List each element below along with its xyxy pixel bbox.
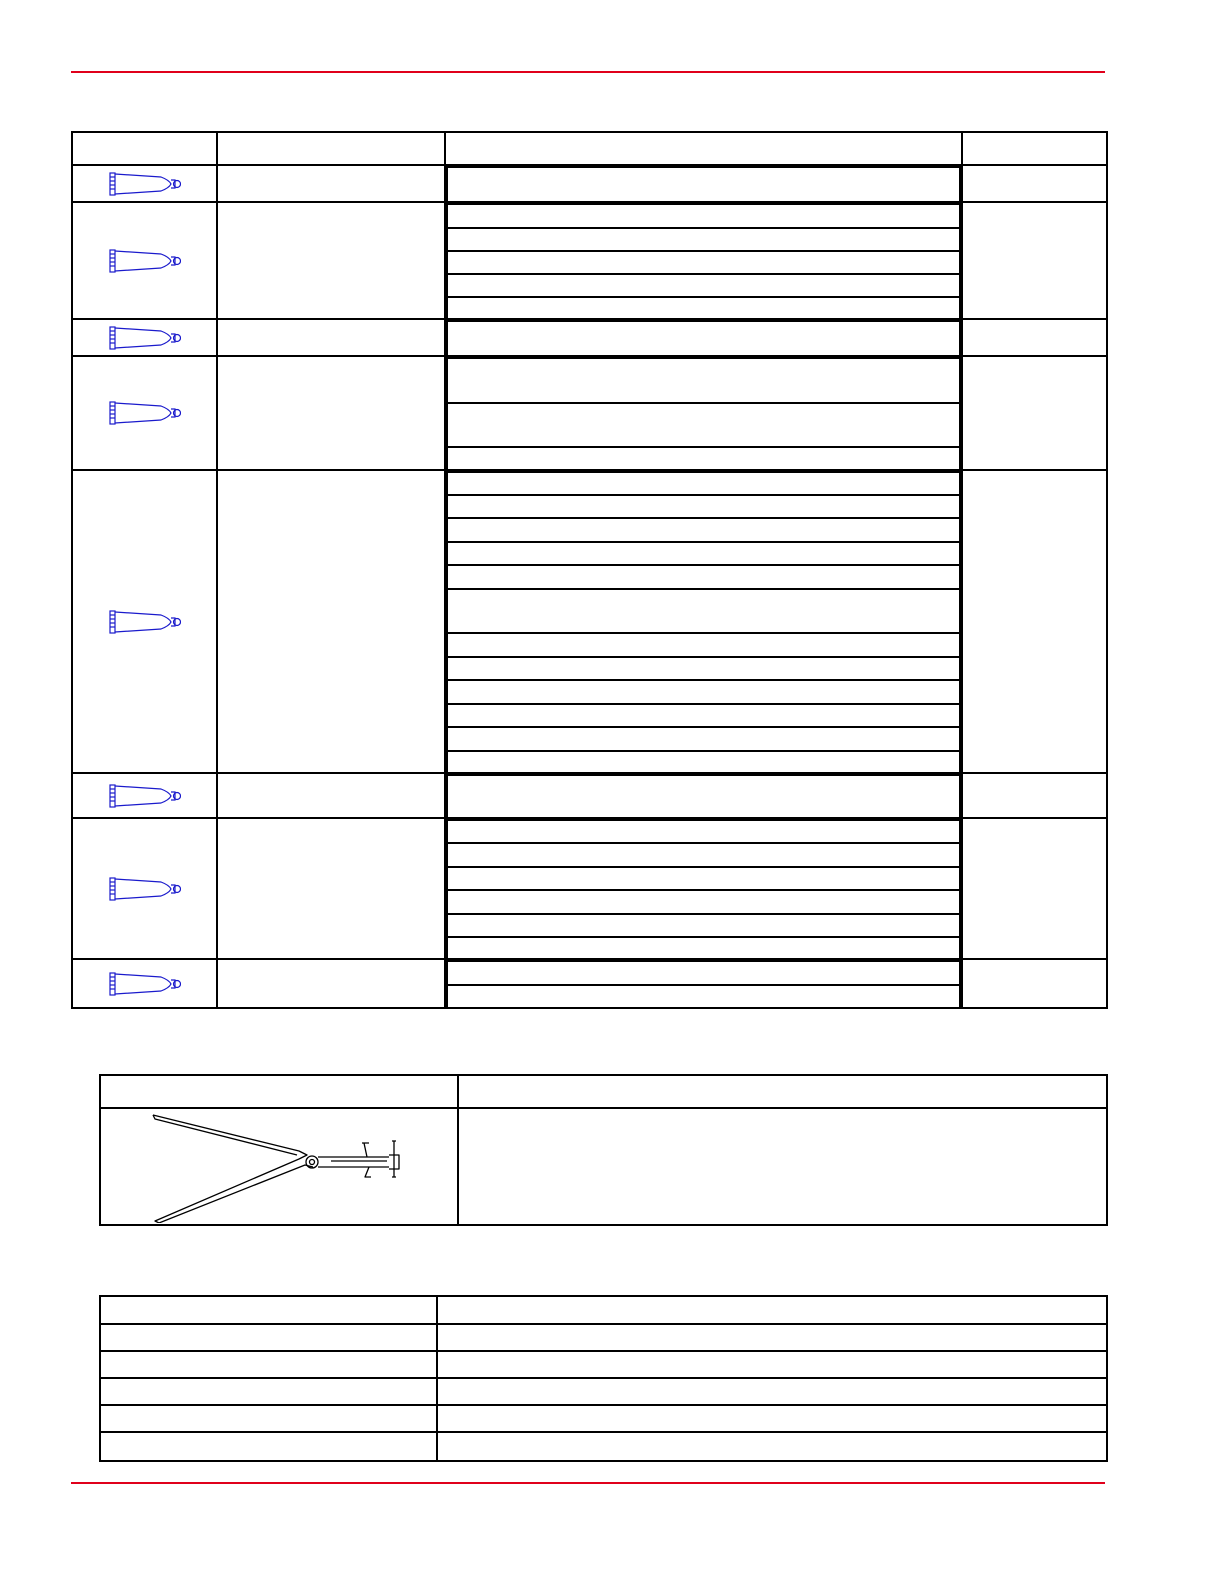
product-cell — [217, 165, 445, 202]
spec-value-cell — [437, 1405, 1107, 1432]
header-cell — [962, 132, 1107, 165]
table-row — [72, 165, 1107, 202]
header-cell — [217, 132, 445, 165]
special-tools-table — [99, 1074, 1108, 1226]
header-cell — [100, 1296, 437, 1324]
spec-value-cell — [437, 1378, 1107, 1405]
part-number-cell — [962, 959, 1107, 1008]
application-row — [447, 589, 960, 633]
table-row — [72, 202, 1107, 319]
header-cell — [445, 132, 962, 165]
application-row — [447, 890, 960, 914]
header-cell — [100, 1075, 458, 1108]
application-row — [447, 274, 960, 297]
application-row — [447, 297, 960, 318]
applications-cell — [445, 202, 962, 319]
part-number-cell — [962, 470, 1107, 773]
product-cell — [217, 319, 445, 356]
application-row — [447, 727, 960, 751]
tube-icon — [72, 773, 217, 818]
product-cell — [217, 202, 445, 319]
part-number-cell — [962, 818, 1107, 959]
tube-icon — [72, 470, 217, 773]
application-row — [447, 518, 960, 542]
applications-cell — [445, 818, 962, 959]
part-number-cell — [962, 165, 1107, 202]
spec-value-cell — [437, 1351, 1107, 1378]
tube-icon — [72, 818, 217, 959]
applications-cell — [445, 470, 962, 773]
table-row — [100, 1378, 1107, 1405]
part-number-cell — [962, 773, 1107, 818]
product-cell — [217, 470, 445, 773]
applications-cell — [445, 165, 962, 202]
footer-rule — [71, 1482, 1105, 1484]
application-row — [447, 751, 960, 772]
spec-label-cell — [100, 1378, 437, 1405]
table-row — [72, 818, 1107, 959]
application-row — [447, 542, 960, 565]
application-row — [447, 228, 960, 251]
application-row — [447, 403, 960, 447]
header-cell — [72, 132, 217, 165]
application-row — [447, 657, 960, 680]
pliers-icon — [100, 1108, 458, 1225]
spec-value-cell — [437, 1324, 1107, 1351]
application-row — [447, 961, 960, 985]
tube-icon — [72, 165, 217, 202]
applications-cell — [445, 319, 962, 356]
application-row — [447, 843, 960, 867]
lubricant-table-header — [72, 132, 1107, 165]
application-row — [447, 472, 960, 495]
application-row — [447, 167, 960, 201]
application-row — [447, 704, 960, 727]
table-row — [72, 319, 1107, 356]
product-cell — [217, 959, 445, 1008]
table-row — [100, 1324, 1107, 1351]
header-cell — [458, 1075, 1107, 1108]
spec-label-cell — [100, 1405, 437, 1432]
table-row — [72, 959, 1107, 1008]
product-cell — [217, 356, 445, 470]
tube-icon — [72, 356, 217, 470]
table-row — [72, 470, 1107, 773]
header-cell — [437, 1296, 1107, 1324]
application-row — [447, 680, 960, 704]
applications-cell — [445, 959, 962, 1008]
application-row — [447, 565, 960, 589]
application-row — [447, 204, 960, 228]
table-row — [72, 356, 1107, 470]
table-row — [100, 1351, 1107, 1378]
part-number-cell — [962, 202, 1107, 319]
table-row — [100, 1108, 1107, 1225]
application-row — [447, 321, 960, 355]
spec-value-cell — [437, 1432, 1107, 1461]
table-row — [72, 773, 1107, 818]
application-row — [447, 985, 960, 1007]
table-row — [100, 1432, 1107, 1461]
header-rule — [71, 71, 1105, 73]
application-row — [447, 775, 960, 817]
application-row — [447, 914, 960, 937]
specification-table — [99, 1295, 1108, 1462]
lubricant-table — [71, 131, 1108, 1009]
part-number-cell — [962, 356, 1107, 470]
application-row — [447, 495, 960, 518]
spec-label-cell — [100, 1324, 437, 1351]
application-row — [447, 867, 960, 890]
table-row — [100, 1405, 1107, 1432]
applications-cell — [445, 356, 962, 470]
application-row — [447, 358, 960, 403]
tube-icon — [72, 959, 217, 1008]
tool-description-cell — [458, 1108, 1107, 1225]
special-tools-header — [100, 1075, 1107, 1108]
application-row — [447, 251, 960, 274]
spec-label-cell — [100, 1351, 437, 1378]
application-row — [447, 633, 960, 657]
tube-icon — [72, 202, 217, 319]
product-cell — [217, 773, 445, 818]
spec-label-cell — [100, 1432, 437, 1461]
tube-icon — [72, 319, 217, 356]
applications-cell — [445, 773, 962, 818]
product-cell — [217, 818, 445, 959]
application-row — [447, 820, 960, 843]
part-number-cell — [962, 319, 1107, 356]
specification-header — [100, 1296, 1107, 1324]
application-row — [447, 447, 960, 469]
application-row — [447, 937, 960, 958]
